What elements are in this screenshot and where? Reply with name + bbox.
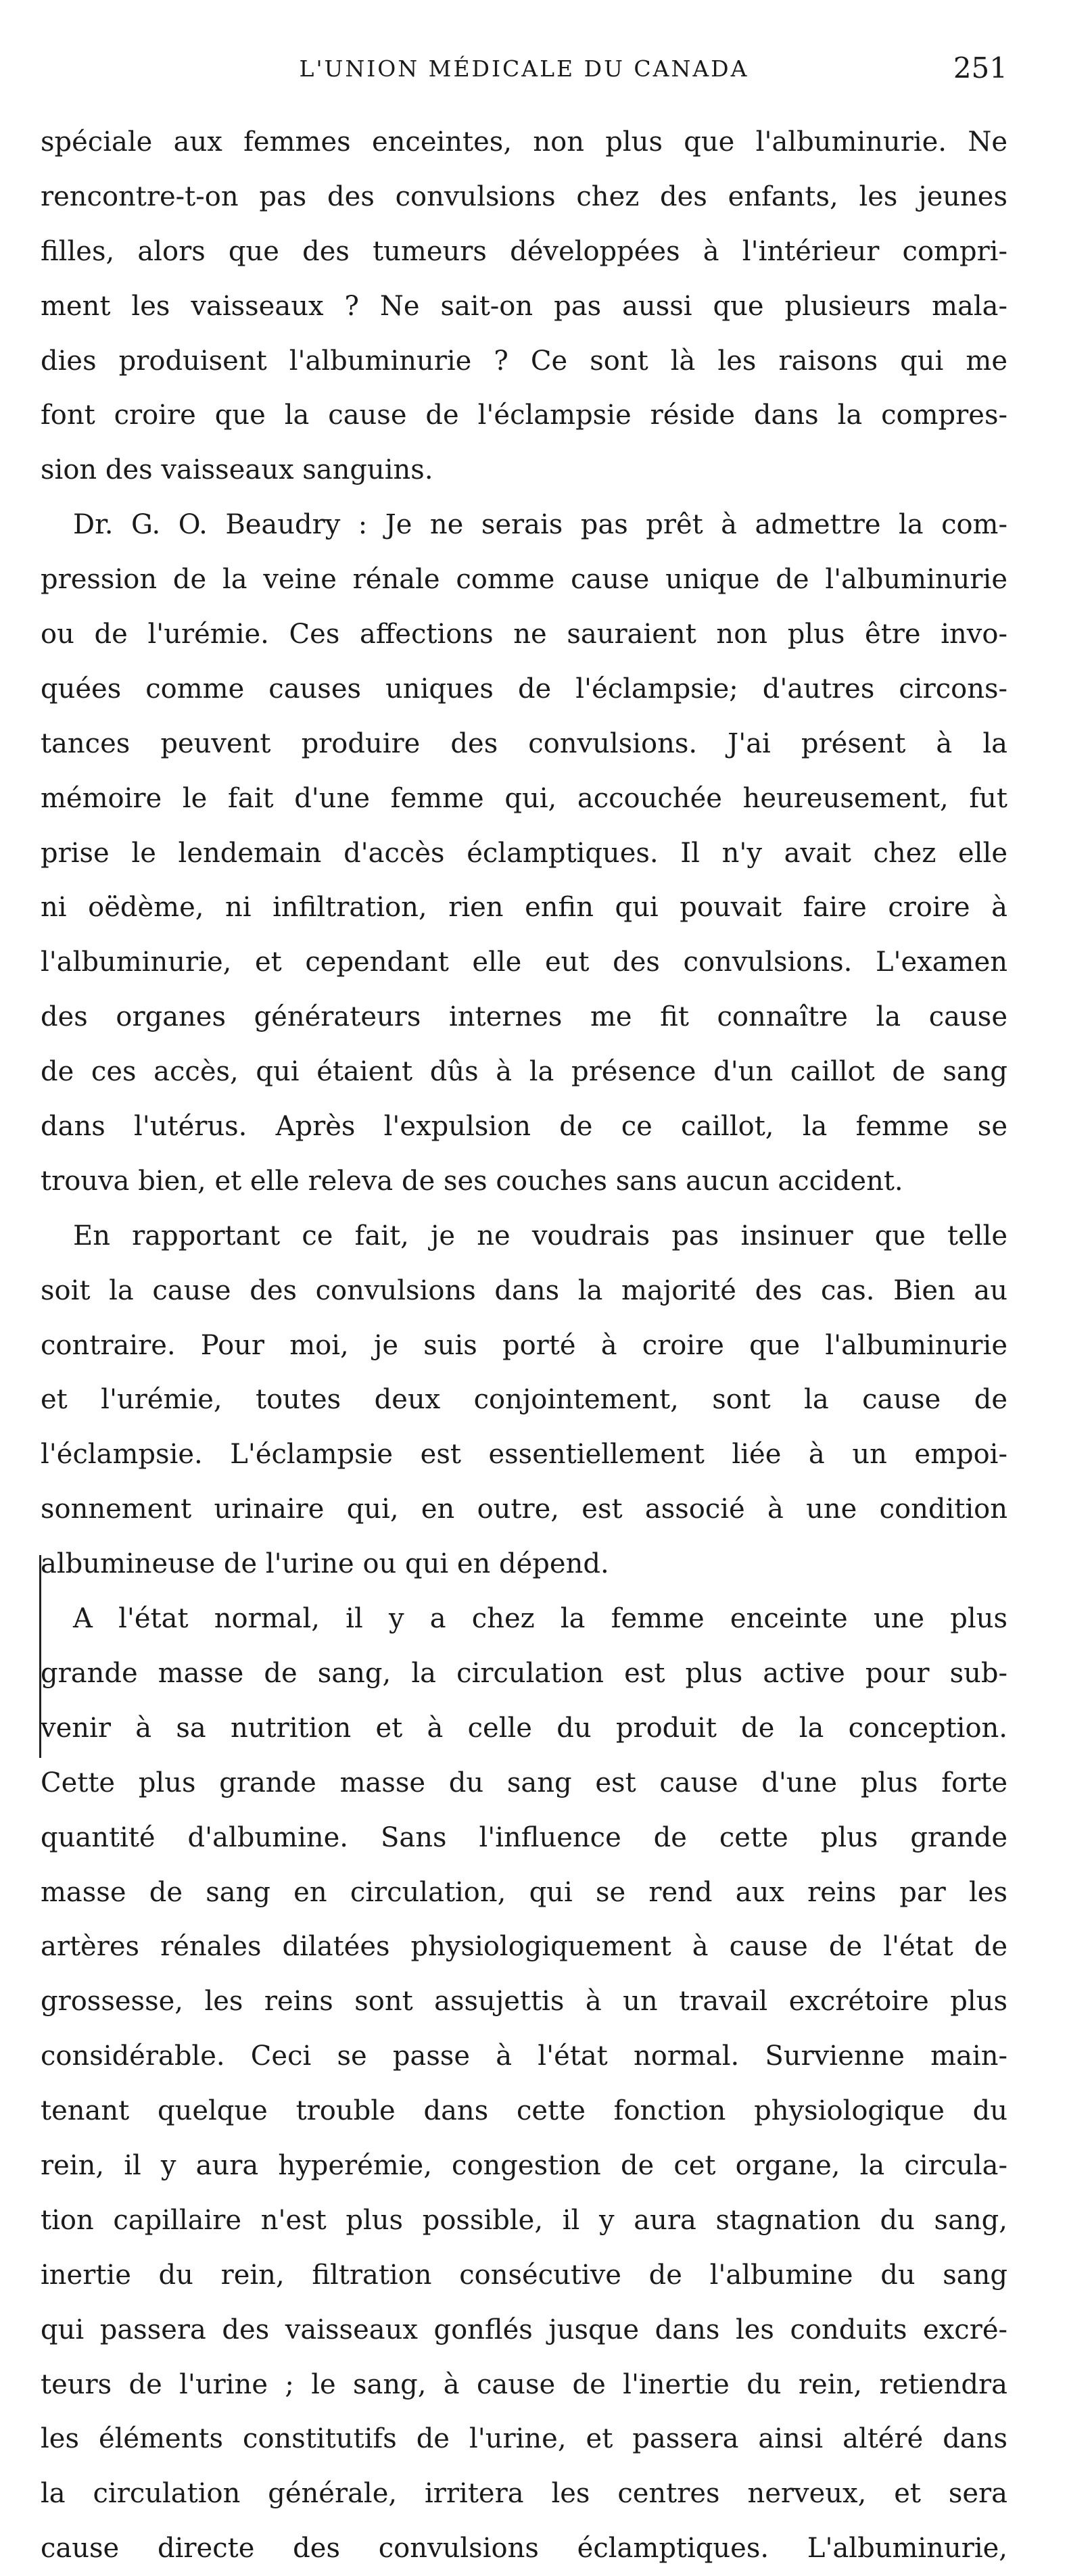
text-line: dans l'utérus. Après l'expulsion de ce caillot, la femme se xyxy=(41,1111,1007,1143)
text-line: ment les vaisseaux ? Ne sait-on pas aussi que plusieurs mala- xyxy=(41,290,1007,322)
text-line: mémoire le fait d'une femme qui, accouchée heureusement, fut xyxy=(41,782,1007,814)
text-line: grossesse, les reins sont assujettis à un travail excrétoire plus xyxy=(41,1986,1007,2018)
text-line: considérable. Ceci se passe à l'état normal. Survienne main- xyxy=(41,2041,1007,2072)
running-title: L'UNION MÉDICALE DU CANADA xyxy=(299,55,749,82)
text-line: trouva bien, et elle releva de ses couches sans aucun accident. xyxy=(41,1165,903,1197)
text-line: les éléments constitutifs de l'urine, et passera ainsi altéré dans xyxy=(41,2423,1007,2455)
body-text xyxy=(41,115,1007,2576)
text-line: Dr. G. O. Beaudry : Je ne serais pas prêt à admettre la com- xyxy=(73,509,1007,541)
text-line: sonnement urinaire qui, en outre, est associé à une condition xyxy=(41,1494,1007,1525)
text-line: teurs de l'urine ; le sang, à cause de l'inertie du rein, retiendra xyxy=(41,2368,1007,2400)
text-line: venir à sa nutrition et à celle du produit de la conception. xyxy=(41,1712,1007,1744)
text-line: ou de l'urémie. Ces affections ne sauraient non plus être invo- xyxy=(41,619,1007,650)
text-line: quées comme causes uniques de l'éclampsie; d'autres circons- xyxy=(41,673,1007,705)
text-line: dies produisent l'albuminurie ? Ce sont là les raisons qui me xyxy=(41,345,1007,377)
page-number: 251 xyxy=(953,51,1007,85)
text-line: masse de sang en circulation, qui se rend aux reins par les xyxy=(41,1876,1007,1908)
text-line: spéciale aux femmes enceintes, non plus que l'albuminurie. Ne xyxy=(41,126,1007,158)
text-line: font croire que la cause de l'éclampsie réside dans la compres- xyxy=(41,400,1007,431)
text-line: contraire. Pour moi, je suis porté à croire que l'albuminurie xyxy=(41,1329,1007,1361)
text-line: soit la cause des convulsions dans la majorité des cas. Bien au xyxy=(41,1274,1007,1306)
text-line: de ces accès, qui étaient dûs à la présence d'un caillot de sang xyxy=(41,1056,1007,1088)
text-line: sion des vaisseaux sanguins. xyxy=(41,454,433,486)
text-line: qui passera des vaisseaux gonflés jusque dans les conduits excré- xyxy=(41,2314,1007,2345)
page-header xyxy=(41,51,1007,96)
text-line: et l'urémie, toutes deux conjointement, sont la cause de xyxy=(41,1384,1007,1416)
text-line: artères rénales dilatées physiologiquement à cause de l'état de xyxy=(41,1931,1007,1963)
text-line: des organes générateurs internes me fit connaître la cause xyxy=(41,1001,1007,1033)
text-line: rencontre-t-on pas des convulsions chez des enfants, les jeunes xyxy=(41,181,1007,212)
text-line: En rapportant ce fait, je ne voudrais pas insinuer que telle xyxy=(73,1220,1007,1251)
text-line: la circulation générale, irritera les centres nerveux, et sera xyxy=(41,2478,1007,2510)
text-line: tion capillaire n'est plus possible, il y aura stagnation du sang, xyxy=(41,2204,1007,2236)
text-line: albumineuse de l'urine ou qui en dépend. xyxy=(41,1548,609,1580)
text-line: filles, alors que des tumeurs développées à l'intérieur compri- xyxy=(41,235,1007,267)
text-line: quantité d'albumine. Sans l'influence de cette plus grande xyxy=(41,1821,1007,1853)
text-line: Cette plus grande masse du sang est cause d'une plus forte xyxy=(41,1767,1007,1798)
text-line: tances peuvent produire des convulsions. J'ai présent à la xyxy=(41,728,1007,759)
text-line: A l'état normal, il y a chez la femme enceinte une plus xyxy=(73,1603,1007,1635)
text-line: inertie du rein, filtration consécutive de l'albumine du sang xyxy=(41,2259,1007,2291)
text-line: l'éclampsie. L'éclampsie est essentiellement liée à un empoi- xyxy=(41,1439,1007,1471)
text-line: cause directe des convulsions éclamptiques. L'albuminurie, xyxy=(41,2533,1007,2565)
text-line: pression de la veine rénale comme cause unique de l'albuminurie xyxy=(41,564,1007,596)
text-line: grande masse de sang, la circulation est plus active pour sub- xyxy=(41,1657,1007,1689)
text-line: tenant quelque trouble dans cette fonction physiologique du xyxy=(41,2095,1007,2127)
text-line: rein, il y aura hyperémie, congestion de cet organe, la circula- xyxy=(41,2149,1007,2181)
text-line: prise le lendemain d'accès éclamptiques. Il n'y avait chez elle xyxy=(41,837,1007,869)
text-line: l'albuminurie, et cependant elle eut des convulsions. L'examen xyxy=(41,947,1007,978)
text-line: ni oëdème, ni infiltration, rien enfin qui pouvait faire croire à xyxy=(41,892,1007,924)
